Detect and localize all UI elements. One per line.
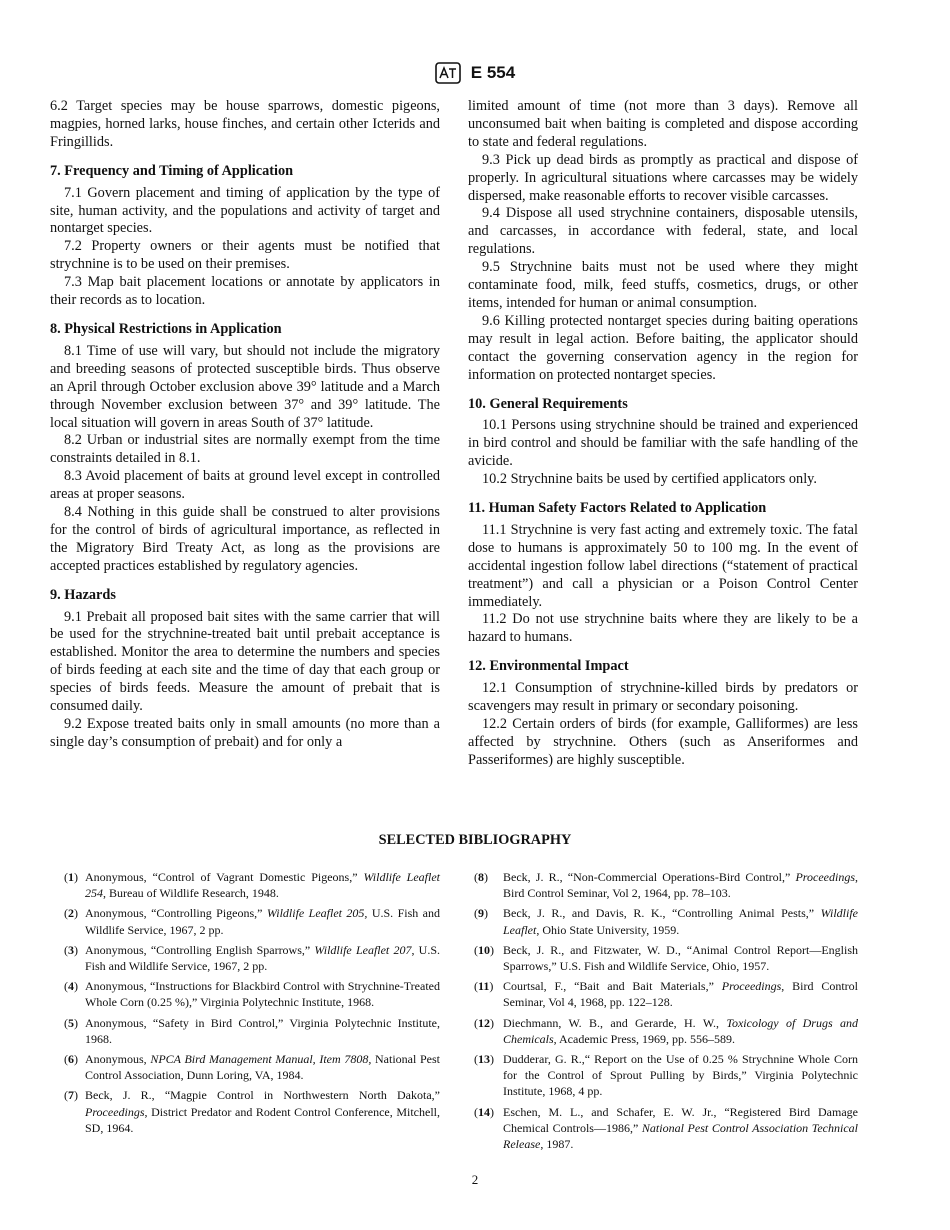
paragraph: 11.2 Do not use strychnine baits where they are likely to be a hazard to humans. [468,611,858,646]
paragraph: 9.5 Strychnine baits must not be used where they might contaminate food, milk, feed stuffs, cosmetics, drugs, or other items, intended for human or animal consumption. [468,259,858,311]
section-heading: 11. Human Safety Factors Related to Application [468,500,767,517]
paragraph: 9.6 Killing protected nontarget species during baiting operations may result in legal action. Before baiting, the applicator should contact the governing conservation agency in the region for information on protected nontarget species. [468,312,858,383]
bibliography-entry: (9) Beck, J. R., and Davis, R. K., “Controlling Animal Pests,” Wildlife Leaflet, Ohio State University, 1959. [474,906,858,937]
paragraph: 9.3 Pick up dead birds as promptly as practical and dispose of properly. In agricultural situations where carcasses may be widely dispersed, make reasonable efforts to recover visible carcasses. [468,151,858,204]
document-designation: E 554 [470,63,516,82]
bibliography-entry: (5) Anonymous, “Safety in Bird Control,” Virginia Polytechnic Institute, 1968. [64,1015,440,1046]
reference-number: (13) [474,1052,494,1067]
bibliography-entry: (7) Beck, J. R., “Magpie Control in Northwestern North Dakota,” Proceedings, District Predator and Rodent Control Conference, Mitchell, SD, 1964. [64,1088,440,1135]
bibliography-entry: (4) Anonymous, “Instructions for Blackbird Control with Strychnine-Treated Whole Corn (0.25 %),” Virginia Polytechnic Institute, 1968. [64,979,440,1010]
paragraph: 10.2 Strychnine baits be used by certified applicators only. [482,471,817,488]
bibliography-entry: (1) Anonymous, “Control of Vagrant Domestic Pigeons,” Wildlife Leaflet 254, Bureau of Wildlife Research, 1948. [64,870,440,901]
bibliography-entry: (2) Anonymous, “Controlling Pigeons,” Wildlife Leaflet 205, U.S. Fish and Wildlife Service, 1967, 2 pp. [64,906,440,937]
bibliography-entry: (14) Eschen, M. L., and Schafer, E. W. Jr., “Registered Bird Damage Chemical Controls—1986,” National Pest Control Association Technical Release, 1987. [474,1104,859,1152]
page-header [0,62,950,84]
paragraph: 12.1 Consumption of strychnine-killed birds by predators or scavengers may result in primary or secondary poisoning. [468,680,858,715]
section-heading: 7. Frequency and Timing of Application [50,162,294,179]
reference-number: (10) [474,942,494,957]
bibliography-entry: (8) Beck, J. R., “Non-Commercial Operations-Bird Control,” Proceedings, Bird Control Seminar, Vol 2, 1964, pp. 78–103. [474,870,858,901]
left-text-column [50,98,440,752]
bibliography-left-column [64,869,440,1140]
bibliography-entry: (3) Anonymous, “Controlling English Sparrows,” Wildlife Leaflet 207, U.S. Fish and Wildlife Service, 1967, 2 pp. [64,942,440,974]
paragraph: 7.3 Map bait placement locations or annotate by applicators in their records as to location. [50,274,440,309]
paragraph: 9.2 Expose treated baits only in small amounts (no more than a single day’s consumption of prebait) and for only a [50,716,440,750]
page-number: 2 [471,1172,479,1187]
paragraph: 8.4 Nothing in this guide shall be construed to alter provisions for the control of birds of agricultural importance, as reflected in the Migratory Bird Treaty Act, as long as the provisions are accepted practices established by regulatory agencies. [50,504,440,574]
paragraph: 11.1 Strychnine is very fast acting and extremely toxic. The fatal dose to humans is approximately 50 to 100 mg. In the event of accidental ingestion follow label directions (“statement of practical treatment”) and call a physician or a Poison Control Center immediately. [468,521,858,610]
bibliography-entry: (6) Anonymous, NPCA Bird Management Manual, Item 7808, National Pest Control Association, Dunn Loring, VA, 1984. [64,1052,441,1083]
section-heading: 8. Physical Restrictions in Application [50,320,282,337]
section-heading: 9. Hazards [50,586,116,603]
bibliography-right-column [474,869,859,1156]
bibliography-title: SELECTED BIBLIOGRAPHY [378,832,572,848]
paragraph: 8.2 Urban or industrial sites are normally exempt from the time constraints detailed in 8.1. [50,432,440,467]
reference-number: (4) [64,979,78,994]
reference-number: (12) [474,1015,494,1030]
reference-number: (14) [474,1104,494,1119]
bibliography-entry: (12) Diechmann, W. B., and Gerarde, H. W., Toxicology of Drugs and Chemicals, Academic Press, 1969, pp. 556–589. [474,1015,858,1046]
reference-number: (5) [64,1015,78,1030]
reference-number: (1) [64,870,78,884]
reference-number: (3) [64,942,78,957]
paragraph: 6.2 Target species may be house sparrows, domestic pigeons, magpies, horned larks, house finches, and certain other Icterids and Fringillids. [50,98,440,150]
reference-number: (2) [64,906,78,921]
paragraph: 9.1 Prebait all proposed bait sites with the same carrier that will be used for the strychnine-treated bait until prebait acceptance is established. Monitor the area to determine the numbers and species of birds feeding at each site and the time of day that each group or species of birds feeds. Measure the amount of prebait that is consumed daily. [50,608,440,715]
paragraph: 8.3 Avoid placement of baits at ground level except in controlled areas at proper seasons. [50,468,440,503]
reference-number: (6) [64,1052,78,1067]
reference-number: (9) [474,906,488,921]
section-heading: 12. Environmental Impact [468,658,629,675]
section-heading: 10. General Requirements [468,395,628,412]
astm-logo-icon [435,62,461,84]
bibliography-entry: (11) Courtsal, F., “Bait and Bait Materials,” Proceedings, Bird Control Seminar, Vol 4, 1968, pp. 122–128. [474,979,858,1010]
paragraph: 9.4 Dispose all used strychnine containers, disposable utensils, and carcasses, in accordance with federal, state, and local regulations. [468,205,858,258]
reference-number: (8) [474,870,488,884]
paragraph: 10.1 Persons using strychnine should be trained and experienced in bird control and should be familiar with the safe handling of the avicide. [468,417,858,470]
paragraph: limited amount of time (not more than 3 days). Remove all unconsumed bait when baiting is completed and dispose according to state and federal regulations. [468,98,858,150]
bibliography-entry: (10) Beck, J. R., and Fitzwater, W. D., “Animal Control Report—English Sparrows,” U.S. Fish and Wildlife Service, Ohio, 1957. [474,942,858,974]
reference-number: (11) [474,979,494,994]
paragraph: 7.1 Govern placement and timing of application by the type of site, human activity, and the populations and activity of target and nontarget species. [50,184,440,237]
bibliography-entry: (13) Dudderar, G. R.,“ Report on the Use of 0.25 % Strychnine Whole Corn for the Control of Sprout Pulling by Birds,” Virginia Polytechnic Institute, 1968, 4 pp. [474,1052,858,1099]
right-text-column [468,98,858,770]
paragraph: 8.1 Time of use will vary, but should not include the migratory and breeding seasons of protected susceptible birds. Thus observe an April through October exclusion above 39° latitude and a March through November exclusion between 37° and 39° latitude. The local situation will govern in areas South of 37° latitude. [50,342,440,431]
paragraph: 12.2 Certain orders of birds (for example, Galliformes) are less affected by strychnine. Others (such as Anseriformes and Passeriformes) are highly susceptible. [468,716,858,768]
reference-number: (7) [64,1088,78,1103]
paragraph: 7.2 Property owners or their agents must be notified that strychnine is to be used on their premises. [50,238,440,273]
